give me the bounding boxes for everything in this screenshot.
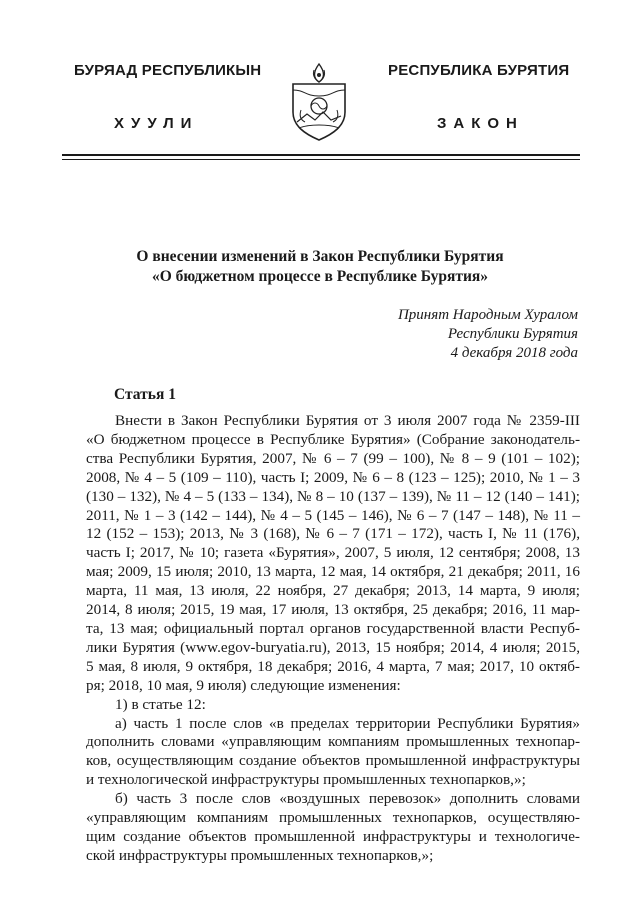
header-right-subtitle: ЗАКОН (437, 115, 524, 132)
header-right-title: РЕСПУБЛИКА БУРЯТИЯ (388, 62, 570, 79)
body-line: «О бюджетном процессе в Республике Бурятия» (Собрание законодатель- (86, 430, 580, 448)
body-line: 2014, 8 июля; 2015, 19 мая, 17 июля, 13 октября, 25 декабря; 2016, 11 мар- (86, 601, 580, 619)
sub-b-line: щим создание объектов промышленной инфраструктуры и технологиче- (86, 827, 580, 845)
header-rule-thick (62, 154, 580, 156)
coat-of-arms-icon (283, 60, 355, 142)
body-line: 2011, № 1 – 3 (142 – 144), № 4 – 5 (145 – 146), № 6 – 7 (147 – 148), № 11 – (86, 506, 580, 524)
sub-a-line: дополнить словами «управляющим компаниям промышленных технопар- (86, 733, 580, 751)
body-line: Внести в Закон Республики Бурятия от 3 июля 2007 года № 2359-III (115, 412, 580, 429)
sub-a-line: и технологической инфраструктуры промышленных технопарков,»; (86, 771, 526, 789)
sub-a-line: ков, осуществляющим создание объектов промышленной инфраструктуры (86, 752, 580, 770)
sub-b-line: б) часть 3 после слов «воздушных перевозок» дополнить словами (115, 790, 580, 808)
body-line: 5 мая, 8 июля, 9 октября, 18 декабря; 2016, 4 марта, 7 мая; 2017, 10 октяб- (86, 657, 580, 675)
sub-a-line: а) часть 1 после слов «в пределах территории Республики Бурятия» (115, 714, 580, 732)
document-title-line-2: «О бюджетном процессе в Республике Бурятия» (151, 268, 489, 285)
body-line: ства Республики Бурятия, 2007, № 6 – 7 (99 – 100), № 8 – 9 (101 – 102); (86, 449, 580, 467)
adopted-line-3: 4 декабря 2018 года (450, 345, 578, 361)
header-rule-thin (62, 159, 580, 160)
body-line: 12 (152 – 153); 2013, № 3 (168), № 6 – 7 (171 – 172), часть I, № 11 (176), (86, 525, 580, 543)
body-line: марта, 11 мая, 13 июля, 22 ноября, 27 декабря; 2013, 14 марта, 9 июля; (86, 582, 580, 600)
header-left-title: БУРЯАД РЕСПУБЛИКЫН (74, 62, 262, 79)
body-line: ря; 2018, 10 мая, 9 июля) следующие изменения: (86, 676, 401, 694)
sub-b-line: «управляющим компаниям промышленных технопарков, осуществляю- (86, 809, 580, 827)
article-heading: Статья 1 (114, 386, 176, 403)
document-title-line-1: О внесении изменений в Закон Республики Бурятия (136, 248, 504, 265)
body-line: 2008, № 4 – 5 (109 – 110), часть I; 2009, № 6 – 8 (123 – 125); 2010, № 1 – 3 (86, 468, 580, 486)
body-line: лики Бурятия (www.egov-buryatia.ru), 2013, 15 ноября; 2014, 4 июля; 2015, (86, 638, 580, 656)
body-line: (130 – 132), № 4 – 5 (133 – 134), № 8 – 10 (137 – 139), № 11 – 12 (140 – 141); (86, 487, 580, 505)
body-line: мая; 2009, 15 июля; 2010, 13 марта, 12 мая, 14 октября, 21 декабря; 2011, 16 (86, 563, 580, 581)
body-line: часть I; 2017, № 10; газета «Бурятия», 2007, 5 июля, 12 сентября; 2008, 13 (86, 544, 580, 562)
header-left-subtitle: ХУУЛИ (114, 115, 199, 132)
body-line: та, 13 мая; официальный портал органов государственной власти Респуб- (86, 619, 580, 637)
sub-b-line: ской инфраструктуры промышленных технопарков,»; (86, 846, 434, 864)
adopted-line-2: Республики Бурятия (447, 326, 578, 342)
adopted-line-1: Принят Народным Хуралом (397, 307, 578, 323)
item-1: 1) в статье 12: (115, 695, 206, 713)
article-body (86, 412, 580, 866)
